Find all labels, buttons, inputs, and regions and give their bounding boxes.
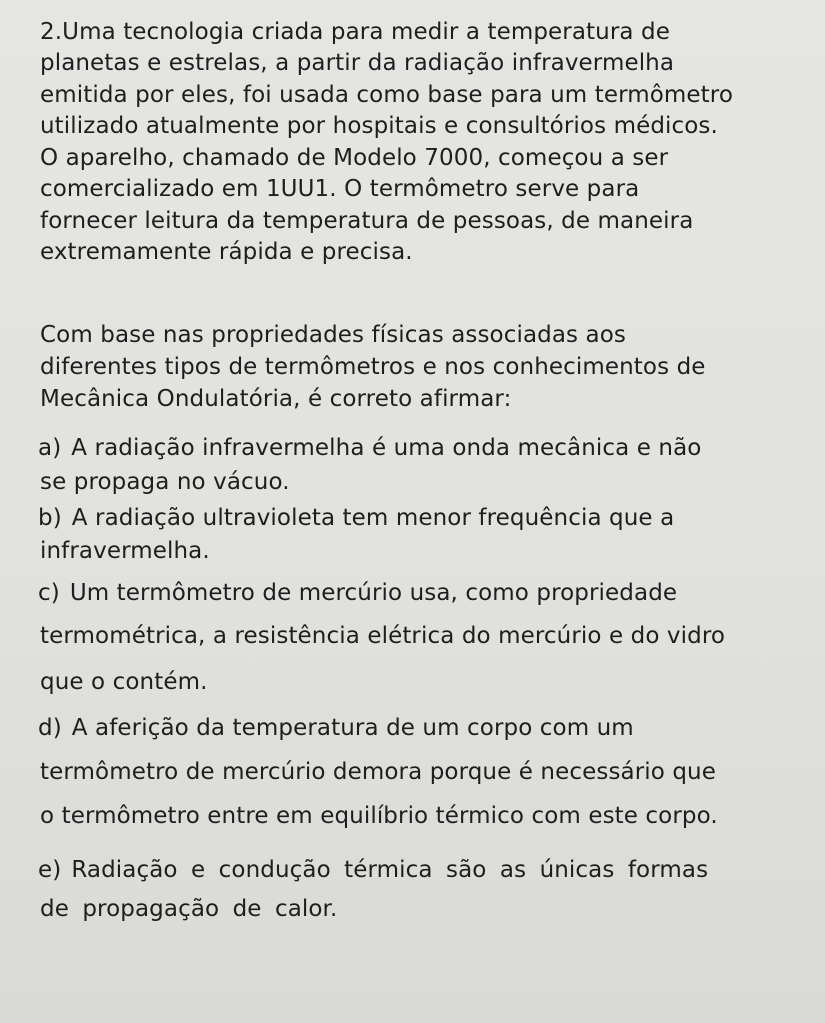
option-a-text-line1: A radiação infravermelha é uma onda mecânica e não [71, 435, 702, 461]
option-d-letter: d) [38, 715, 62, 741]
prompt-line-3: Mecânica Ondulatória, é correto afirmar: [40, 386, 512, 412]
question-line-8: extremamente rápida e precisa. [40, 239, 413, 265]
question-line-2: planetas e estrelas, a partir da radiação infravermelha [40, 50, 675, 76]
option-e-text-line2: de propagação de calor. [40, 896, 338, 922]
option-c-letter: c) [38, 580, 60, 606]
prompt-line-1: Com base nas propriedades físicas associadas aos [40, 322, 626, 348]
option-e[interactable] [38, 855, 708, 885]
option-e-text-line1: Radiação e condução térmica são as únicas formas [71, 857, 709, 883]
question-line-1: 2.Uma tecnologia criada para medir a temperatura de [40, 19, 670, 45]
option-c-text-line3: que o contém. [40, 669, 208, 695]
question-line-7: fornecer leitura da temperatura de pessoas, de maneira [40, 208, 694, 234]
option-b-text-line1: A radiação ultravioleta tem menor frequência que a [71, 505, 675, 531]
option-d-text-line1: A aferição da temperatura de um corpo com um [71, 715, 634, 741]
option-a[interactable] [38, 433, 701, 463]
option-d[interactable] [38, 713, 634, 743]
option-d-text-line3: o termômetro entre em equilíbrio térmico com este corpo. [40, 803, 718, 829]
question-line-6: comercializado em 1UU1. O termômetro serve para [40, 176, 640, 202]
option-b-letter: b) [38, 505, 62, 531]
option-b[interactable] [38, 503, 674, 533]
option-e-letter: e) [38, 857, 62, 883]
option-a-text-line2: se propaga no vácuo. [40, 469, 290, 495]
question-line-3: emitida por eles, foi usada como base para um termômetro [40, 82, 734, 108]
option-c-text-line2: termométrica, a resistência elétrica do mercúrio e do vidro [40, 623, 726, 649]
option-d-text-line2: termômetro de mercúrio demora porque é necessário que [40, 759, 716, 785]
option-b-text-line2: infravermelha. [40, 538, 210, 564]
prompt-line-2: diferentes tipos de termômetros e nos conhecimentos de [40, 354, 706, 380]
option-c[interactable] [38, 578, 677, 608]
question-line-4: utilizado atualmente por hospitais e consultórios médicos. [40, 113, 718, 139]
question-line-5: O aparelho, chamado de Modelo 7000, começou a ser [40, 145, 669, 171]
option-c-text-line1: Um termômetro de mercúrio usa, como propriedade [69, 580, 678, 606]
option-a-letter: a) [38, 435, 62, 461]
